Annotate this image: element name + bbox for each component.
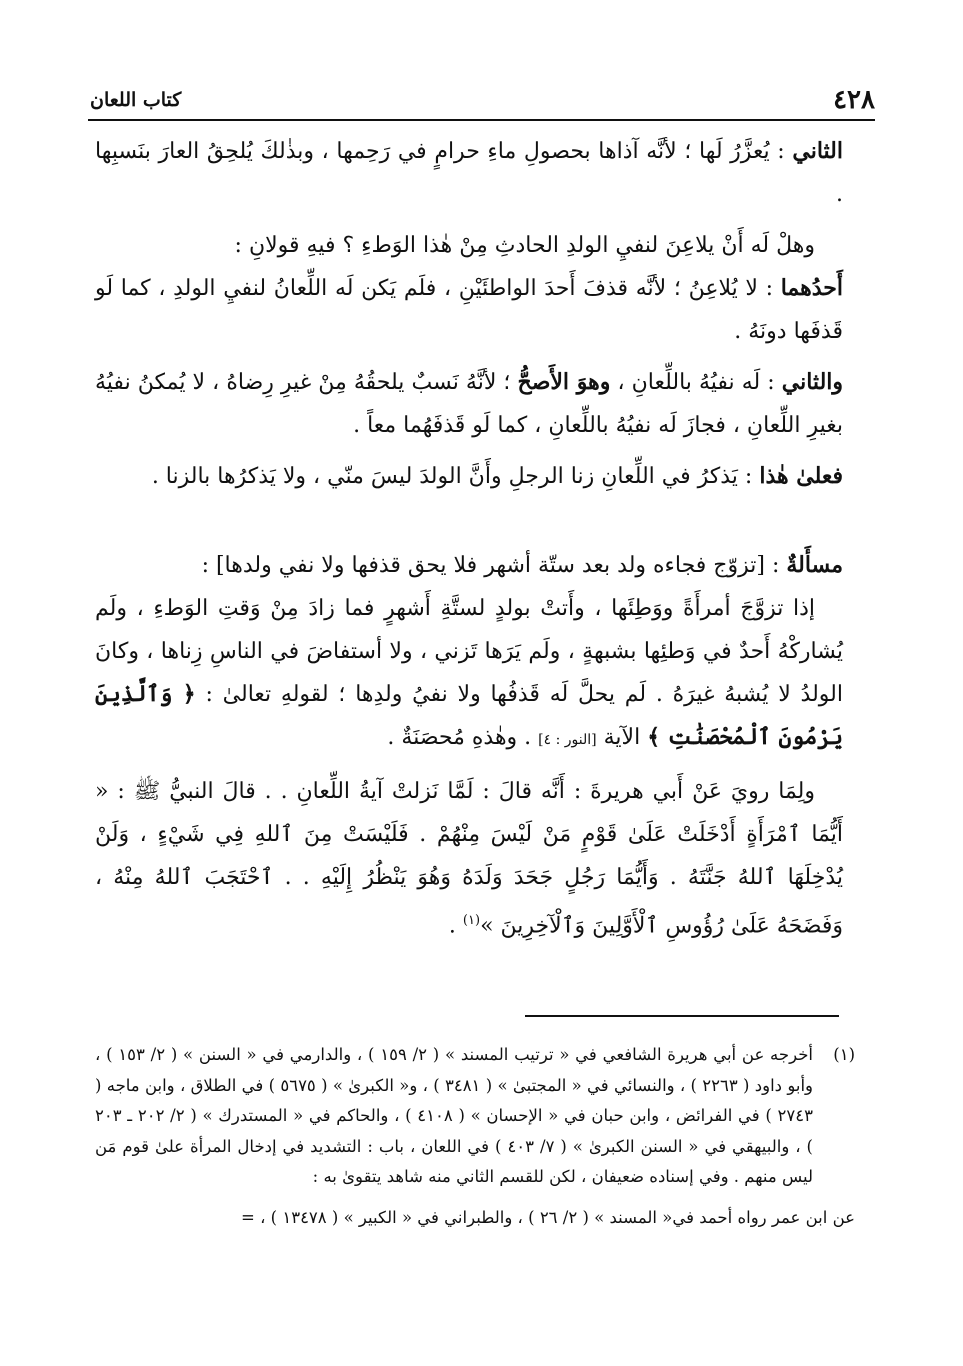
footnote-1 [95,1040,855,1193]
issue-title: : [تزوّج فجاءه ولد بعد ستّة أشهر فلا يحق قذفها ولا نفي ولدها] : [201,553,787,578]
running-title: كتاب اللعان [90,89,182,111]
paragraph-5 [95,455,843,498]
paragraph-7 [95,587,843,762]
footnote-continuation: عن ابن عمر رواه أحمد في« المسند » ( ٢/ ٢٦ ) ، والطبراني في « الكبير » ( ١٣٤٧٨ ) ، = [241,1207,855,1227]
footnotes [95,1040,855,1233]
paragraph-text: : لا يُلاعِنُ ؛ لأنَّه قذفَ أَحدَ الواطئَيْنِ ، فلَم يَكن لَه اللِّعانُ لنفيِ الولدِ ، كما لَو قَذفَها دونَهُ . [95,276,843,344]
paragraph-8 [95,770,843,947]
paragraph-4 [95,361,843,447]
paragraph-text: الآية [596,725,648,750]
footnote-rule [525,1015,839,1017]
paragraph-1 [95,130,843,216]
paragraph-lead: فعلىٰ هٰذا [759,463,843,489]
main-text [95,130,843,947]
paragraph-lead: والثاني [781,369,844,395]
footnote-marker[interactable]: (١) [462,913,481,928]
paragraph-text: ؛ لأنَّهُ نَسبٌ يلحقُهُ مِنْ غيرِ رِضاهُ ، لا يُمكنُ نفيُهُ بغيرِ اللِّعانِ ، فجازَ لَه نفيُهُ باللِّعانِ ، كما لَو قَذفَهُما معاً . [95,370,843,438]
paragraph-text: . [448,913,463,939]
quran-reference: [النور : ٤] [538,732,597,748]
paragraph-emphasis: وهوَ الأَصحُّ [517,369,611,395]
paragraph-text: إذا تزوَّجَ أمرأَةً ووَطِئَها ، وأَتتْ بولدٍ لستَّةِ أَشهرٍ فما زادَ مِنْ وَقتِ الوَطءِ ، ولَم يُشاركْهُ أَحدٌ في وَطئِها بشبهةٍ ، ولَم يَرَها تَزني ، ولا أستفاضَ في الناسِ زِناها ، وكانَ الولدُ لا يُشبهُ غيرَهُ . لَم يحلَّ لَه قَذفُها ولا نفيُ ولدِها ؛ لقولهِ تعالىٰ : [95,596,843,707]
paragraph-text: ولِمَا رويَ عَنْ أَبي هريرةَ : أَنَّه قالَ : لَمَّا نَزلتْ آيةُ اللِّعانِ . . قالَ النبيُّ ﷺ : « أَيُّمَا ٱمْرَأَةٍ أَدْخَلَتْ عَلَىٰ قَوْمٍ مَنْ لَيْسَ مِنْهُمْ . فَلَيْسَتْ مِنَ ٱللهِ فِي شَيْءٍ ، وَلَنْ يُدْخِلَهَا ٱللهُ جَنَّتَهُ . وَأَيُّمَا رَجُلٍ جَحَدَ وَلَدَهُ وَهُوَ يَنْظُرُ إِلَيْهِ . . ٱحْتَجَبَ ٱللهُ مِنْهُ ، وَفَضَحَهُ عَلَىٰ رُؤُوسِ ٱلْأَوَّلِينَ وَٱلْآخِرِينَ » [95,779,843,939]
header-rule [88,119,875,121]
paragraph-text: : يَذكرُ في اللِّعانِ زنا الرجلِ وأَنَّ الولدَ ليسَ منّي ، ولا يَذكرُها بالزنا . [151,464,760,489]
paragraph-text: : يُعزَّرُ لَها ؛ لأنَّه آذاها بحصولِ ماءِ حرامٍ في رَحِمها ، وبذٰلكَ يُلحِقُ العارَ بنَسبِها . [95,139,843,207]
issue-label: مسأَلةٌ [786,552,843,578]
paragraph-text: : لَه نفيُهُ باللِّعانِ ، [610,370,782,395]
paragraph-lead: أَحدُهما [780,275,843,301]
quran-quote: ﴿ وَٱلَّذِينَ يَرْمُونَ ٱلْمُحْصَنَٰتِ ﴾ [95,681,843,750]
paragraph-lead: الثاني [792,138,843,164]
footnote-number: (١) [833,1045,855,1064]
paragraph-text: . وهٰذهِ مُحصَنَةٌ . [387,725,539,750]
paragraph-3 [95,267,843,353]
footnote-text: أخرجه عن أبي هريرة الشافعي في « ترتيب المسند » ( ٢/ ١٥٩ ) ، والدارمي في « السنن » ( ٢/ ١٥٣ ) ، وأبو داود ( ٢٢٦٣ ) ، والنسائي في « المجتبىٰ » ( ٣٤٨١ ) ، و« الكبرىٰ » ( ٥٦٧٥ ) في الطلاق ، وابن ماجه ( ٢٧٤٣ ) في الفرائض ، وابن حبان في « الإحسان » ( ٤١٠٨ ) ، والحاكم في « المستدرك » ( ٢/ ٢٠٢ ـ ٢٠٣ ) ، والبيهقي في « السنن الكبرىٰ » ( ٧/ ٤٠٣ ) في اللعان ، باب : التشديد في إدخال المرأة علىٰ قوم مَن ليس منهم . وفي إسناده ضعيفان ، لكن للقسم الثاني منه شاهد يتقوىٰ به : [95,1045,813,1186]
page-header [90,80,875,120]
page-number: ٤٢٨ [833,85,875,115]
paragraph-2: وهلْ لَه أَنْ يلاعِنَ لنفيِ الولدِ الحادثِ مِنْ هٰذا الوَطءِ ؟ فيهِ قولانِ : [234,233,815,258]
issue-heading [95,544,843,587]
